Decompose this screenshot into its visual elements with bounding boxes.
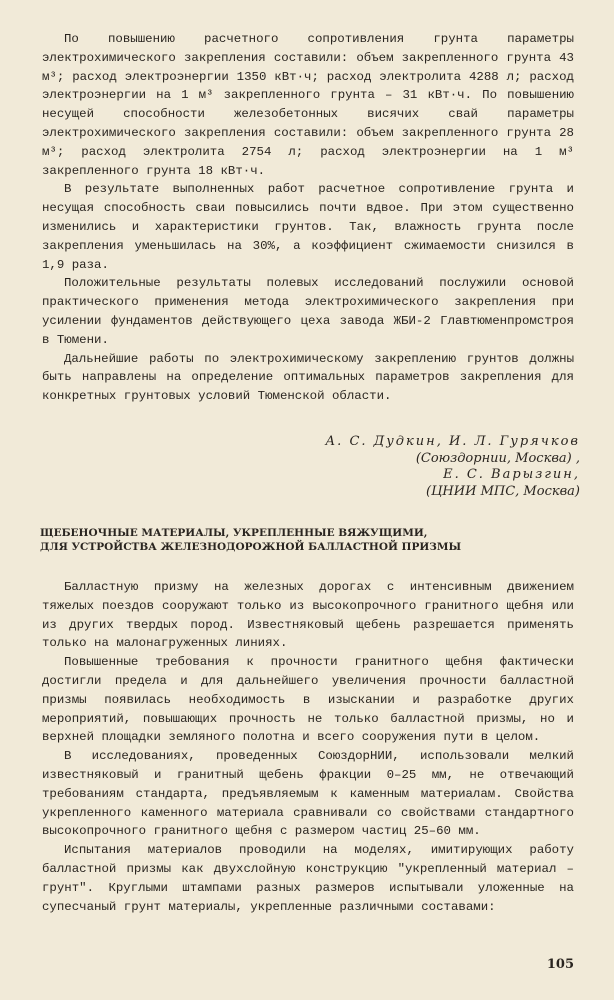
author-affiliation-1: (Союздорнии, Москва) , xyxy=(415,450,580,466)
paragraph: В исследованиях, проведенных СоюздорНИИ, использовали мелкий известняковый и гранитный щебень фракции 0–25 мм, не отвечающий требованиям стандарта, предъявляемым к каменным материалам. Свойства укрепленного каменного материала сравнивали со свойствами стандартного высокопрочного гранитного щебня с размером частиц 25–60 мм. xyxy=(42,749,574,839)
author-affiliation-2: (ЦНИИ МПС, Москва) xyxy=(426,483,580,499)
author-names-2: Е. С. Варызгин, xyxy=(443,467,580,482)
article-title-line-2: ДЛЯ УСТРОЙСТВА ЖЕЛЕЗНОДОРОЖНОЙ БАЛЛАСТНОЙ ПРИЗМЫ xyxy=(40,540,462,553)
author-names-1: А. С. Дудкин, И. Л. Гурячков xyxy=(325,434,580,449)
paragraph: Положительные результаты полевых исследований послужили основой практического применения метода электрохимического закрепления при усилении фундаментов действующего цеха завода ЖБИ-2 Главтюменпромстроя в Тюмени. xyxy=(42,276,574,347)
paragraph: По повышению расчетного сопротивления грунта параметры электрохимического закрепления составили: объем закрепленного грунта 43 м³; расход электроэнергии 1350 кВт·ч; расход электролита 4288 л; расход электроэнергии на 1 м³ закрепленного грунта – 31 кВт·ч. По повышению несущей способности железобетонных висячих свай параметры электрохимического закрепления составили: объем закрепленного грунта 28 м³; расход электролита 2754 л; расход электроэнергии на 1 м³ закрепленного грунта 18 кВт·ч. xyxy=(42,32,574,178)
paragraph: Балластную призму на железных дорогах с интенсивным движением тяжелых поездов сооружают только из высокопрочного гранитного щебня или из других твердых пород. Известняковый щебень разрешается применять только на малонагруженных линиях. xyxy=(42,580,574,651)
page-number: 105 xyxy=(546,957,574,972)
paragraph: Повышенные требования к прочности гранитного щебня фактически достигли предела и для дальнейшего увеличения прочности балластной призмы появилась необходимость в изыскании и разработке других мероприятий, повышающих прочность не только балластной призмы, но и верхней площадки земляного полотна и всего сооружения пути в целом. xyxy=(42,655,574,745)
article-title xyxy=(40,527,580,554)
paragraph: Испытания материалов проводили на моделях, имитирующих работу балластной призмы как двухслойную конструкцию "укрепленный материал – грунт". Круглыми штампами разных размеров испытывали уложенные на супесчаный грунт материалы, укрепленные различными составами: xyxy=(42,843,574,914)
paragraph: В результате выполненных работ расчетное сопротивление грунта и несущая способность сваи повысились почти вдвое. При этом существенно изменились и характеристики грунтов. Так, влажность грунта после закрепления уменьшилась на 30%, а коэффициент сжимаемости снизился в 1,9 раза. xyxy=(42,182,574,272)
section-2-text xyxy=(42,578,574,916)
article-title-line-1: ЩЕБЕНОЧНЫЕ МАТЕРИАЛЫ, УКРЕПЛЕННЫЕ ВЯЖУЩИМИ, xyxy=(40,527,428,539)
author-signature xyxy=(180,434,580,500)
paragraph: Дальнейшие работы по электрохимическому закреплению грунтов должны быть направлены на определение оптимальных параметров закрепления для конкретных грунтовых условий Тюменской области. xyxy=(42,351,574,404)
section-1-text xyxy=(42,30,574,406)
